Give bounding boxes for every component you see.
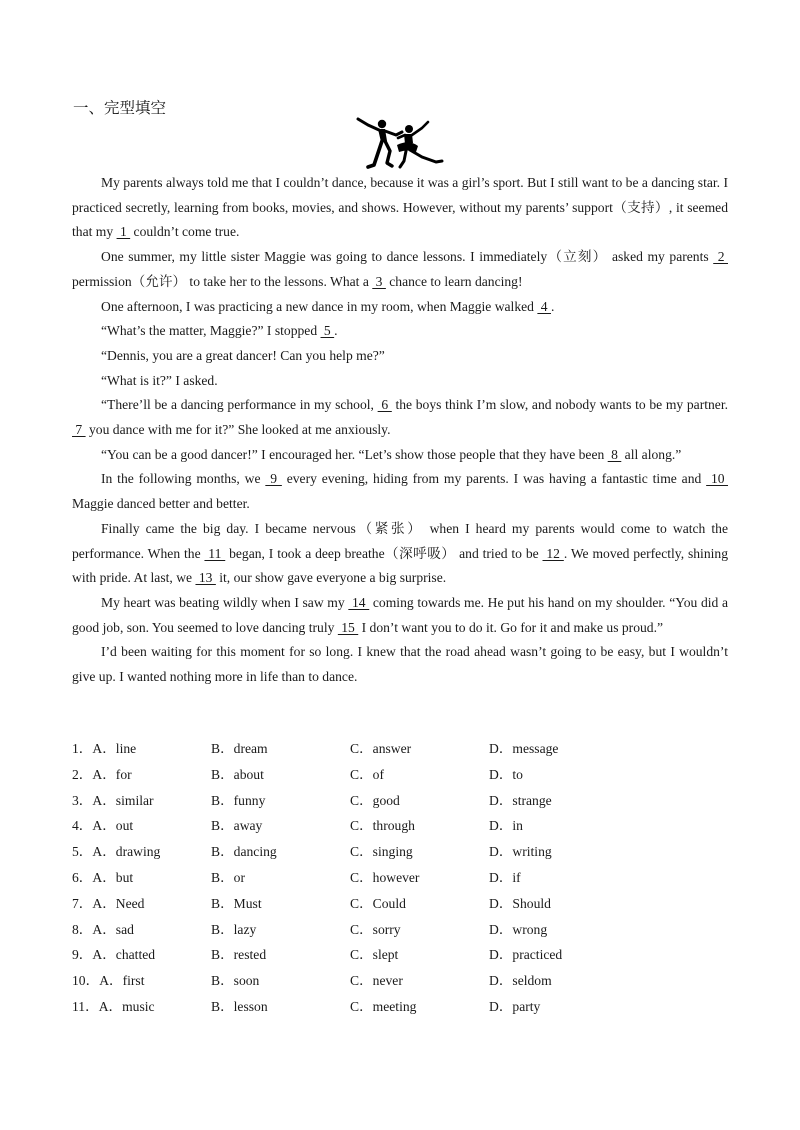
passage-text: . (334, 323, 338, 339)
option-a[interactable] (72, 736, 136, 762)
answer-blank[interactable]: 5 (320, 323, 335, 339)
passage-text: couldn’t come true. (130, 224, 240, 240)
option-c[interactable]: C．good (350, 792, 400, 808)
passage-paragraph (72, 245, 728, 294)
option-d[interactable]: D．in (489, 818, 523, 834)
option-a[interactable] (72, 994, 155, 1020)
passage-text: coming towards me. He put his hand on my shoulder. “You did a good job, son. You seemed to love dancing truly (72, 594, 728, 635)
option-c[interactable]: C．meeting (350, 998, 417, 1014)
option-d[interactable]: D．practiced (489, 947, 563, 963)
answer-blank[interactable]: 2 (713, 249, 728, 265)
option-b[interactable]: B．funny (211, 792, 266, 808)
answer-blank[interactable]: 7 (72, 422, 86, 438)
passage-paragraph (72, 295, 728, 320)
passage-paragraph (72, 443, 728, 468)
option-c[interactable]: C．through (350, 818, 415, 834)
option-label: A．music (98, 998, 155, 1014)
dancing-couple-silhouette-icon (352, 116, 444, 170)
option-b[interactable]: B．Must (211, 895, 262, 911)
option-b[interactable]: B．about (211, 766, 264, 782)
option-label: A．similar (92, 792, 154, 808)
passage-text: One summer, my little sister Maggie was going to dance lessons. I immediately（立刻） asked my parents (101, 249, 714, 265)
option-d[interactable]: D．writing (489, 844, 552, 860)
option-a[interactable] (72, 839, 160, 865)
option-label: A．Need (92, 895, 145, 911)
option-b[interactable]: B．rested (211, 947, 267, 963)
passage-text: In the following months, we (101, 471, 266, 487)
option-c[interactable]: C．Could (350, 895, 406, 911)
option-c[interactable]: C．however (350, 869, 420, 885)
answer-blank[interactable]: 11 (204, 545, 226, 561)
option-b[interactable]: B．lazy (211, 921, 257, 937)
section-title: 一、完型填空 (73, 100, 167, 117)
question-row (72, 917, 728, 943)
answer-options (72, 736, 728, 1020)
passage-paragraph (72, 319, 728, 344)
option-c[interactable]: C．singing (350, 844, 413, 860)
passage-paragraph (72, 369, 728, 394)
option-a[interactable] (72, 917, 134, 943)
passage-text: My heart was beating wildly when I saw my (101, 594, 349, 610)
option-d[interactable]: D．Should (489, 895, 551, 911)
passage-text: . We moved perfectly, shining with pride. At last, we (72, 545, 728, 586)
passage-text: My parents always told me that I couldn’t dance, because it was a girl’s sport. But I still want to be a dancing star. I practiced secretly, learning from books, movies, and shows. However, without my parents’ support（支持）, it seemed that my (72, 175, 728, 240)
answer-blank[interactable]: 10 (706, 471, 729, 487)
passage-text: “What is it?” I asked. (101, 372, 218, 388)
passage-text: permission（允许） to take her to the lessons. What a (72, 273, 373, 289)
question-row (72, 994, 728, 1020)
passage-paragraph (72, 591, 728, 640)
option-label: A．line (92, 741, 137, 756)
passage-text: I’d been waiting for this moment for so long. I knew that the road ahead wasn’t going to be easy, but I wouldn’t give up. I wanted nothing more in life than to dance. (72, 644, 728, 685)
passage-text: began, I took a deep breathe（深呼吸） and tried to be (225, 545, 543, 561)
answer-blank[interactable]: 1 (116, 224, 131, 240)
option-label: A．sad (92, 921, 134, 937)
option-b[interactable]: B．soon (211, 973, 260, 989)
passage-text: chance to learn dancing! (385, 273, 523, 289)
option-d[interactable]: D．wrong (489, 921, 548, 937)
passage-text: “There’ll be a dancing performance in my school, (101, 397, 378, 413)
answer-blank[interactable]: 14 (348, 594, 370, 610)
option-a[interactable] (72, 762, 132, 788)
passage-text: it, our show gave everyone a big surprise. (215, 570, 447, 586)
question-number: 10． (72, 973, 100, 989)
question-number: 8． (72, 921, 93, 937)
question-number: 7． (72, 895, 93, 911)
passage (72, 171, 728, 690)
option-c[interactable]: C．of (350, 766, 384, 782)
option-b[interactable]: B．or (211, 869, 245, 885)
option-a[interactable] (72, 813, 133, 839)
answer-blank[interactable]: 8 (607, 446, 622, 462)
answer-blank[interactable]: 12 (542, 545, 564, 561)
passage-paragraph (72, 640, 728, 689)
passage-paragraph (72, 517, 728, 591)
option-d[interactable]: D．message (489, 741, 559, 756)
passage-text: “You can be a good dancer!” I encouraged her. “Let’s show those people that they have been (101, 446, 608, 462)
answer-blank[interactable]: 9 (265, 471, 282, 487)
option-label: A．first (99, 973, 145, 989)
passage-paragraph (72, 344, 728, 369)
option-b[interactable]: B．lesson (211, 998, 268, 1014)
passage-text: One afternoon, I was practicing a new dance in my room, when Maggie walked (101, 298, 538, 314)
question-number: 4． (72, 818, 93, 834)
option-d[interactable]: D．strange (489, 792, 552, 808)
option-a[interactable] (72, 942, 155, 968)
option-label: A．chatted (92, 947, 156, 963)
question-row (72, 788, 728, 814)
question-row (72, 762, 728, 788)
answer-blank[interactable]: 6 (377, 397, 392, 413)
option-c[interactable]: C．answer (350, 741, 412, 756)
option-label: A．drawing (92, 844, 161, 860)
option-a[interactable] (72, 788, 154, 814)
option-d[interactable]: D．to (489, 766, 523, 782)
answer-blank[interactable]: 15 (337, 619, 359, 635)
question-number: 5． (72, 844, 93, 860)
option-label: A．for (92, 766, 132, 782)
option-d[interactable]: D．seldom (489, 973, 552, 989)
passage-paragraph (72, 467, 728, 516)
option-b[interactable]: B．away (211, 818, 263, 834)
option-b[interactable]: B．dancing (211, 844, 277, 860)
question-number: 3． (72, 792, 93, 808)
question-row (72, 839, 728, 865)
option-label: A．but (92, 869, 134, 885)
question-number: 9． (72, 947, 93, 963)
question-number: 1． (72, 741, 93, 756)
option-a[interactable] (72, 865, 133, 891)
answer-blank[interactable]: 4 (537, 298, 551, 314)
passage-text: all along.” (621, 446, 682, 462)
answer-blank[interactable]: 3 (372, 273, 386, 289)
option-b[interactable]: B．dream (211, 741, 268, 756)
passage-text: every evening, hiding from my parents. I was having a fantastic time and (281, 471, 707, 487)
passage-text: Finally came the big day. I became nervous（紧张） when I heard my parents would come to watch the performance. When the (72, 520, 728, 561)
passage-text: “Dennis, you are a great dancer! Can you help me?” (101, 347, 385, 363)
question-row (72, 865, 728, 891)
option-label: A．out (92, 818, 134, 834)
option-d[interactable]: D．if (489, 869, 521, 885)
option-d[interactable]: D．party (489, 998, 541, 1014)
question-row (72, 891, 728, 917)
question-row (72, 813, 728, 839)
passage-paragraph (72, 171, 728, 245)
option-a[interactable] (72, 891, 144, 917)
passage-text: you dance with me for it?” She looked at me anxiously. (85, 422, 391, 438)
answer-blank[interactable]: 13 (195, 570, 216, 586)
option-c[interactable]: C．never (350, 973, 403, 989)
option-c[interactable]: C．sorry (350, 921, 401, 937)
question-row (72, 736, 728, 762)
passage-text: the boys think I’m slow, and nobody wants to be my partner. (391, 397, 729, 413)
question-number: 6． (72, 869, 93, 885)
question-row (72, 942, 728, 968)
option-a[interactable] (72, 968, 145, 994)
option-c[interactable]: C．slept (350, 947, 399, 963)
passage-paragraph (72, 393, 728, 442)
question-row (72, 968, 728, 994)
passage-text: “What’s the matter, Maggie?” I stopped (101, 323, 321, 339)
passage-text: . (550, 298, 555, 314)
passage-text: I don’t want you to do it. Go for it and make us proud.” (358, 619, 664, 635)
passage-text: Maggie danced better and better. (72, 496, 250, 512)
question-number: 11． (72, 998, 99, 1014)
question-number: 2． (72, 766, 93, 782)
